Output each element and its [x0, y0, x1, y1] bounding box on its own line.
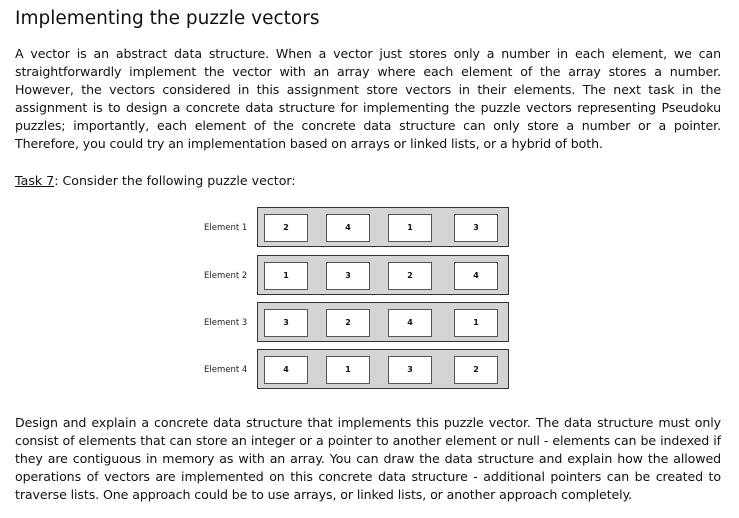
element-cell: 1 [326, 356, 370, 384]
element-container [257, 255, 509, 295]
element-label: Element 1 [204, 223, 248, 233]
element-cell: 4 [326, 214, 370, 242]
element-cell: 2 [454, 356, 498, 384]
element-cell: 2 [326, 309, 370, 337]
task-prompt [15, 172, 296, 190]
element-cell: 2 [388, 262, 432, 290]
element-cell: 2 [264, 214, 308, 242]
closing-paragraph: Design and explain a concrete data structure that implements this puzzle vector. The data structure must only consist of elements that can store an integer or a pointer to another element or null - elements can be indexed if they are contiguous in memory as with an array. You can draw the data structure and explain how the allowed operations of vectors are implemented on this concrete data structure - additional pointers can be created to traverse lists. One approach could be to use arrays, or linked lists, or another approach completely. [15, 415, 721, 502]
element-label: Element 4 [204, 365, 248, 375]
element-container [257, 302, 509, 342]
element-cell: 1 [388, 214, 432, 242]
vector-element-3 [204, 302, 512, 344]
intro-paragraph: A vector is an abstract data structure. When a vector just stores only a number in each element, we can straightforwardly implement the vector with an array where each element of the array stores a number. However, the vectors considered in this assignment store vectors in their elements. The next task in the assignment is to design a concrete data structure for implementing the puzzle vectors representing Pseudoku puzzles; importantly, each element of the concrete data structure can only store a number or a pointer. Therefore, you could try an implementation based on arrays or linked lists, or a hybrid of both. [15, 46, 721, 151]
element-cell: 4 [388, 309, 432, 337]
element-cell: 1 [264, 262, 308, 290]
vector-element-1 [204, 207, 512, 249]
vector-element-4 [204, 349, 512, 391]
element-cell: 3 [326, 262, 370, 290]
page-title: Implementing the puzzle vectors [15, 8, 320, 29]
element-label: Element 3 [204, 318, 248, 328]
vector-element-2 [204, 255, 512, 297]
element-label: Element 2 [204, 271, 248, 281]
element-cell: 4 [454, 262, 498, 290]
task-text: : Consider the following puzzle vector: [54, 173, 296, 188]
element-container [257, 207, 509, 247]
element-cell: 3 [388, 356, 432, 384]
element-cell: 1 [454, 309, 498, 337]
element-cell: 3 [264, 309, 308, 337]
element-cell: 3 [454, 214, 498, 242]
task-label: Task 7 [15, 173, 55, 188]
element-container [257, 349, 509, 389]
element-cell: 4 [264, 356, 308, 384]
